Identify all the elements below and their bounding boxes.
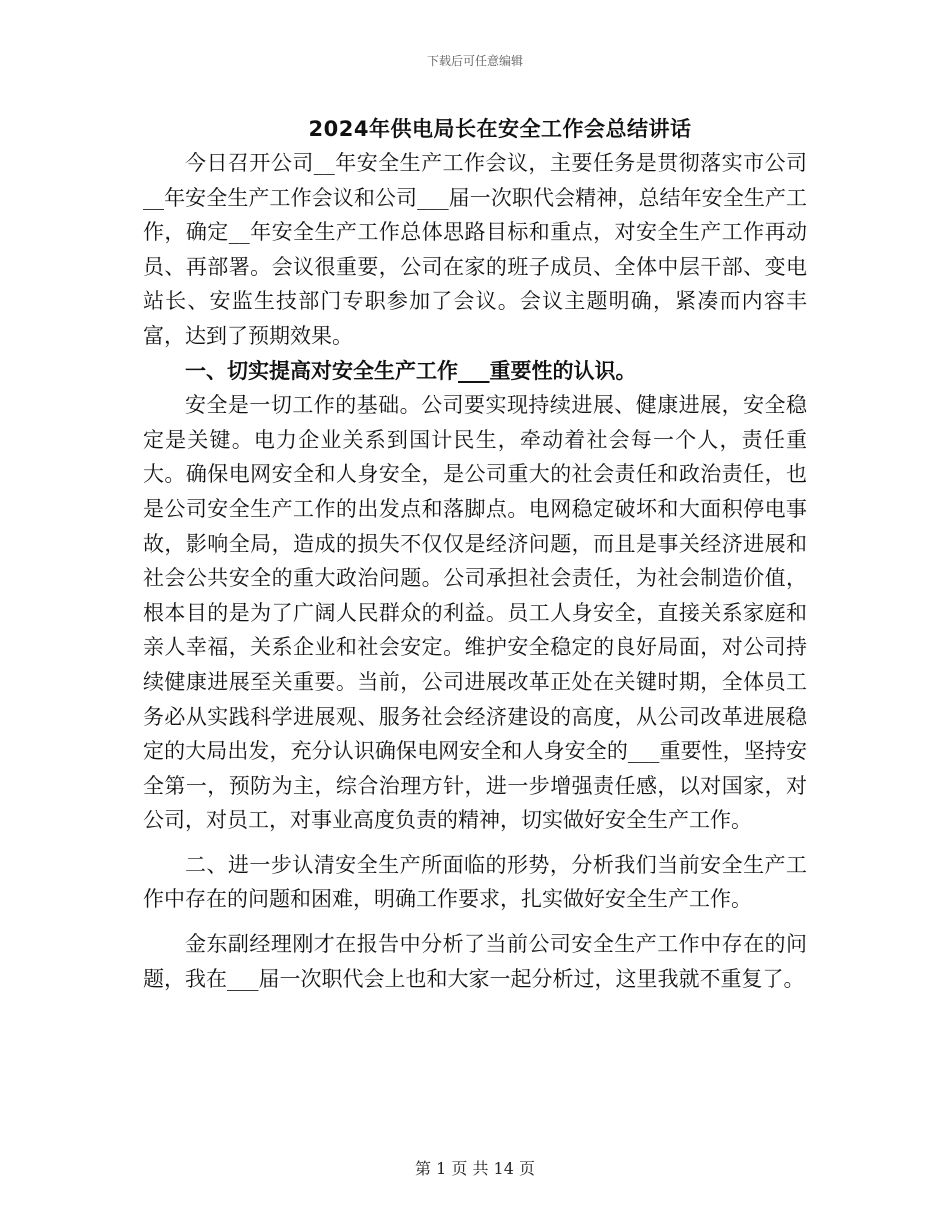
document-body — [143, 146, 807, 996]
page-number: 第 1 页 共 14 页 — [415, 1159, 535, 1178]
download-note: 下载后可任意编辑 — [426, 54, 523, 68]
paragraph-intro: 今日召开公司__年安全生产工作会议，主要任务是贯彻落实市公司__年安全生产工作会议和公司___届一次职代会精神，总结年安全生产工作，确定__年安全生产工作总体思路目标和重点，对安全生产工作再动员、再部署。会议很重要，公司在家的班子成员、全体中层干部、变电站长、安监生技部门专职参加了会议。会议主题明确，紧凑而内容丰富，达到了预期效果。 — [143, 151, 807, 348]
paragraph-safety-foundation: 安全是一切工作的基础。公司要实现持续进展、健康进展，安全稳定是关键。电力企业关系到国计民生，牵动着社会每一个人，责任重大。确保电网安全和人身安全，是公司重大的社会责任和政治责任，也是公司安全生产工作的出发点和落脚点。电网稳定破坏和大面积停电事故，影响全局，造成的损失不仅仅是经济问题，而且是事关经济进展和社会公共安全的重大政治问题。公司承担社会责任，为社会制造价值，根本目的是为了广阔人民群众的利益。员工人身安全，直接关系家庭和亲人幸福，关系企业和社会安定。维护安全稳定的良好局面，对公司持续健康进展至关重要。当前，公司进展改革正处在关键时期，全体员工务必从实践科学进展观、服务社会经济建设的高度，从公司改革进展稳定的大局出发，充分认识确保电网安全和人身安全的___重要性，坚持安全第一，预防为主，综合治理方针，进一步增强责任感，以对国家，对公司，对员工，对事业高度负责的精神，切实做好安全生产工作。 — [143, 393, 807, 833]
document-title: 2024年供电局长在安全工作会总结讲话 — [308, 117, 692, 141]
section-heading-2: 二、进一步认清安全生产所面临的形势，分析我们当前安全生产工作中存在的问题和困难，明确工作要求，扎实做好安全生产工作。 — [143, 852, 807, 912]
section-heading-1: 一、切实提高对安全生产工作___重要性的认识。 — [185, 358, 637, 383]
paragraph-problems: 金东副经理刚才在报告中分析了当前公司安全生产工作中存在的问题，我在___届一次职代会上也和大家一起分析过，这里我就不重复了。 — [143, 932, 807, 991]
